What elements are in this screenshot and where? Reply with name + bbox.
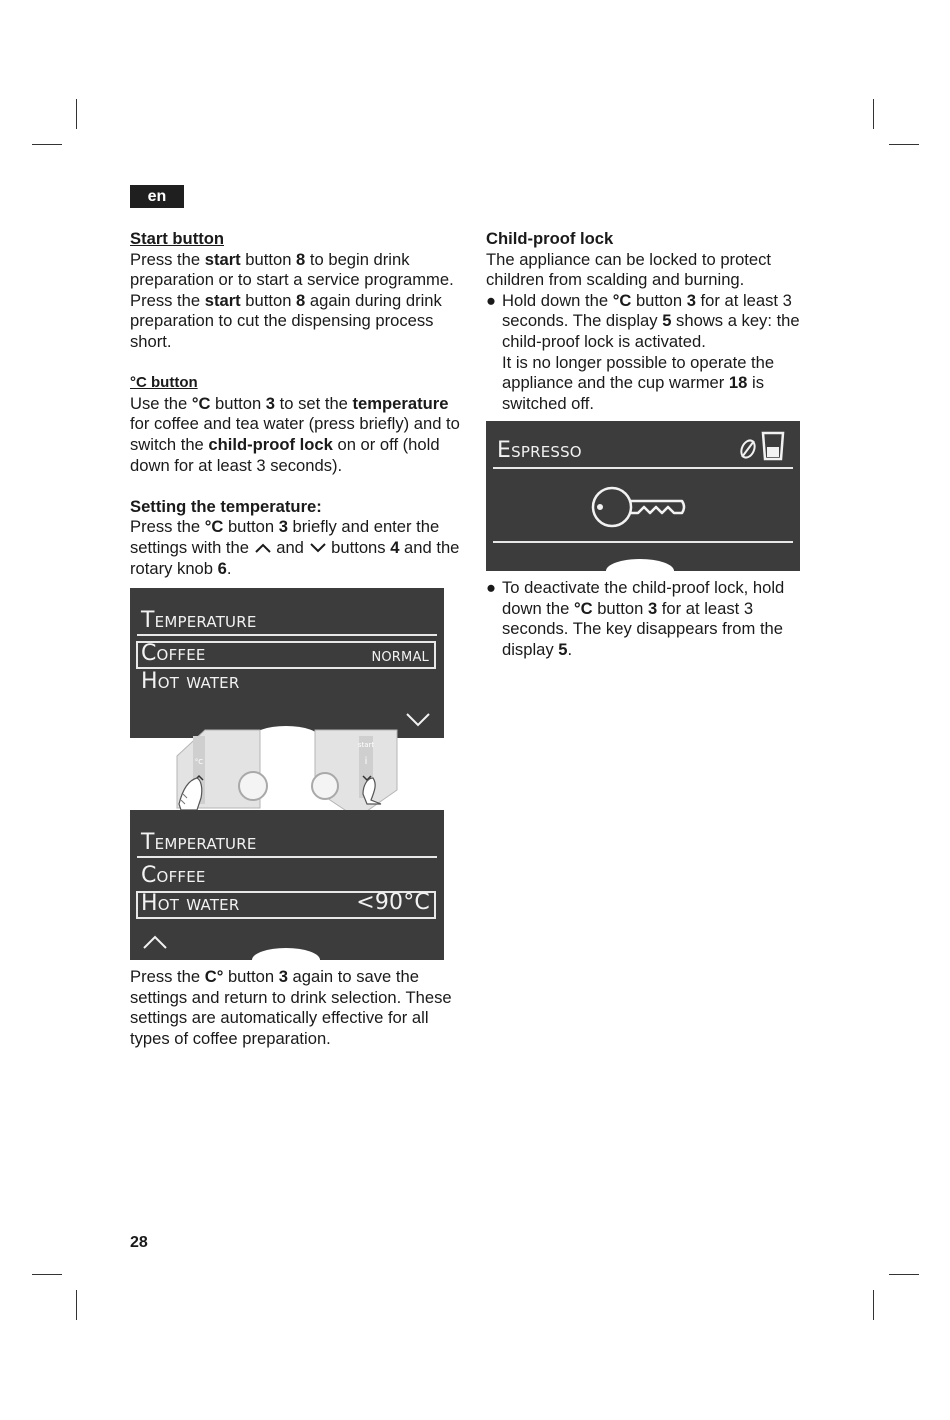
- crop-mark: [76, 1290, 77, 1320]
- temperature-display-1: [130, 588, 444, 738]
- start-paragraph-2: Press the start button 8 again during drink preparation to cut the dispensing process short.: [130, 290, 442, 351]
- display-divider: [137, 856, 437, 858]
- control-panel-illustration: [175, 728, 405, 820]
- crop-mark: [873, 1290, 874, 1320]
- display-divider: [137, 634, 437, 636]
- chevron-down-icon: [309, 542, 327, 554]
- chevron-up-icon: [254, 542, 272, 554]
- temp-button-paragraph: Use the °C button 3 to set the temperature for coffee and tea water (press briefly) and to switch the child-proof lock on or off (hold down for at least 3 seconds).: [130, 393, 460, 475]
- temperature-display-2: [130, 810, 444, 960]
- svg-text:i: i: [364, 756, 368, 767]
- coffee-row-label: Coffee: [141, 641, 206, 666]
- display-title: Temperature: [141, 830, 257, 855]
- setting-temp-paragraph: Press the °C button 3 briefly and enter the settings with the and buttons 4 and the rotary knob 6.: [130, 517, 460, 578]
- down-button-panel: [312, 730, 397, 818]
- child-lock-intro: The appliance can be locked to protect children from scalding and burning.: [486, 249, 772, 290]
- coffee-row-value: normal: [371, 644, 429, 666]
- crop-mark: [32, 144, 62, 145]
- coffee-row-label: Coffee: [141, 863, 206, 888]
- page-number: 28: [130, 1234, 148, 1251]
- chevron-down-icon: [405, 712, 431, 728]
- crop-mark: [889, 1274, 919, 1275]
- display-title: Espresso: [497, 438, 582, 463]
- bullet-activate: ● Hold down the °C button 3 for at least 3 seconds. The display 5 shows a key: the child-proof lock is activated. It is no longer possible to operate the appliance and the cup warmer 18 is switched off.: [486, 290, 800, 413]
- crop-mark: [32, 1274, 62, 1275]
- coffee-bean-icon: [738, 437, 758, 461]
- key-icon: [590, 485, 688, 529]
- child-lock-heading: Child-proof lock: [486, 229, 614, 248]
- start-paragraph-1: Press the start button 8 to begin drink preparation or to start a service programme.: [130, 249, 454, 290]
- setting-temp-heading: Setting the temperature:: [130, 496, 322, 516]
- hot-water-row-label: Hot water: [141, 669, 240, 694]
- crop-mark: [76, 99, 77, 129]
- temp-button-heading: °C button: [130, 374, 198, 392]
- start-label: start: [357, 741, 375, 749]
- crop-mark: [873, 99, 874, 129]
- save-paragraph-block: [130, 967, 470, 1049]
- crop-mark: [889, 144, 919, 145]
- bullet-deactivate: ● To deactivate the child-proof lock, hold down the °C button 3 for at least 3 seconds. The key disappears from the display 5.: [486, 578, 785, 659]
- display-divider: [493, 467, 793, 469]
- hot-water-row-value: <90°C: [356, 890, 430, 915]
- save-paragraph: Press the C° button 3 again to save the settings and return to drink selection. These settings are automatically effective for all types of coffee preparation.: [130, 967, 452, 1048]
- start-button-heading: Start button: [130, 229, 225, 248]
- left-column: [130, 229, 470, 579]
- up-button-panel: [177, 730, 267, 810]
- display-title: Temperature: [141, 608, 257, 633]
- chevron-up-icon: [142, 934, 168, 950]
- cup-icon: [761, 431, 785, 461]
- language-tag: en: [130, 185, 184, 208]
- right-column-2: [486, 578, 814, 660]
- display-bottom-line: [493, 541, 793, 543]
- right-column: [486, 229, 814, 414]
- hot-water-row-label: Hot water: [141, 891, 240, 916]
- espresso-lock-display: [486, 421, 800, 571]
- svg-text:°C: °C: [194, 758, 204, 766]
